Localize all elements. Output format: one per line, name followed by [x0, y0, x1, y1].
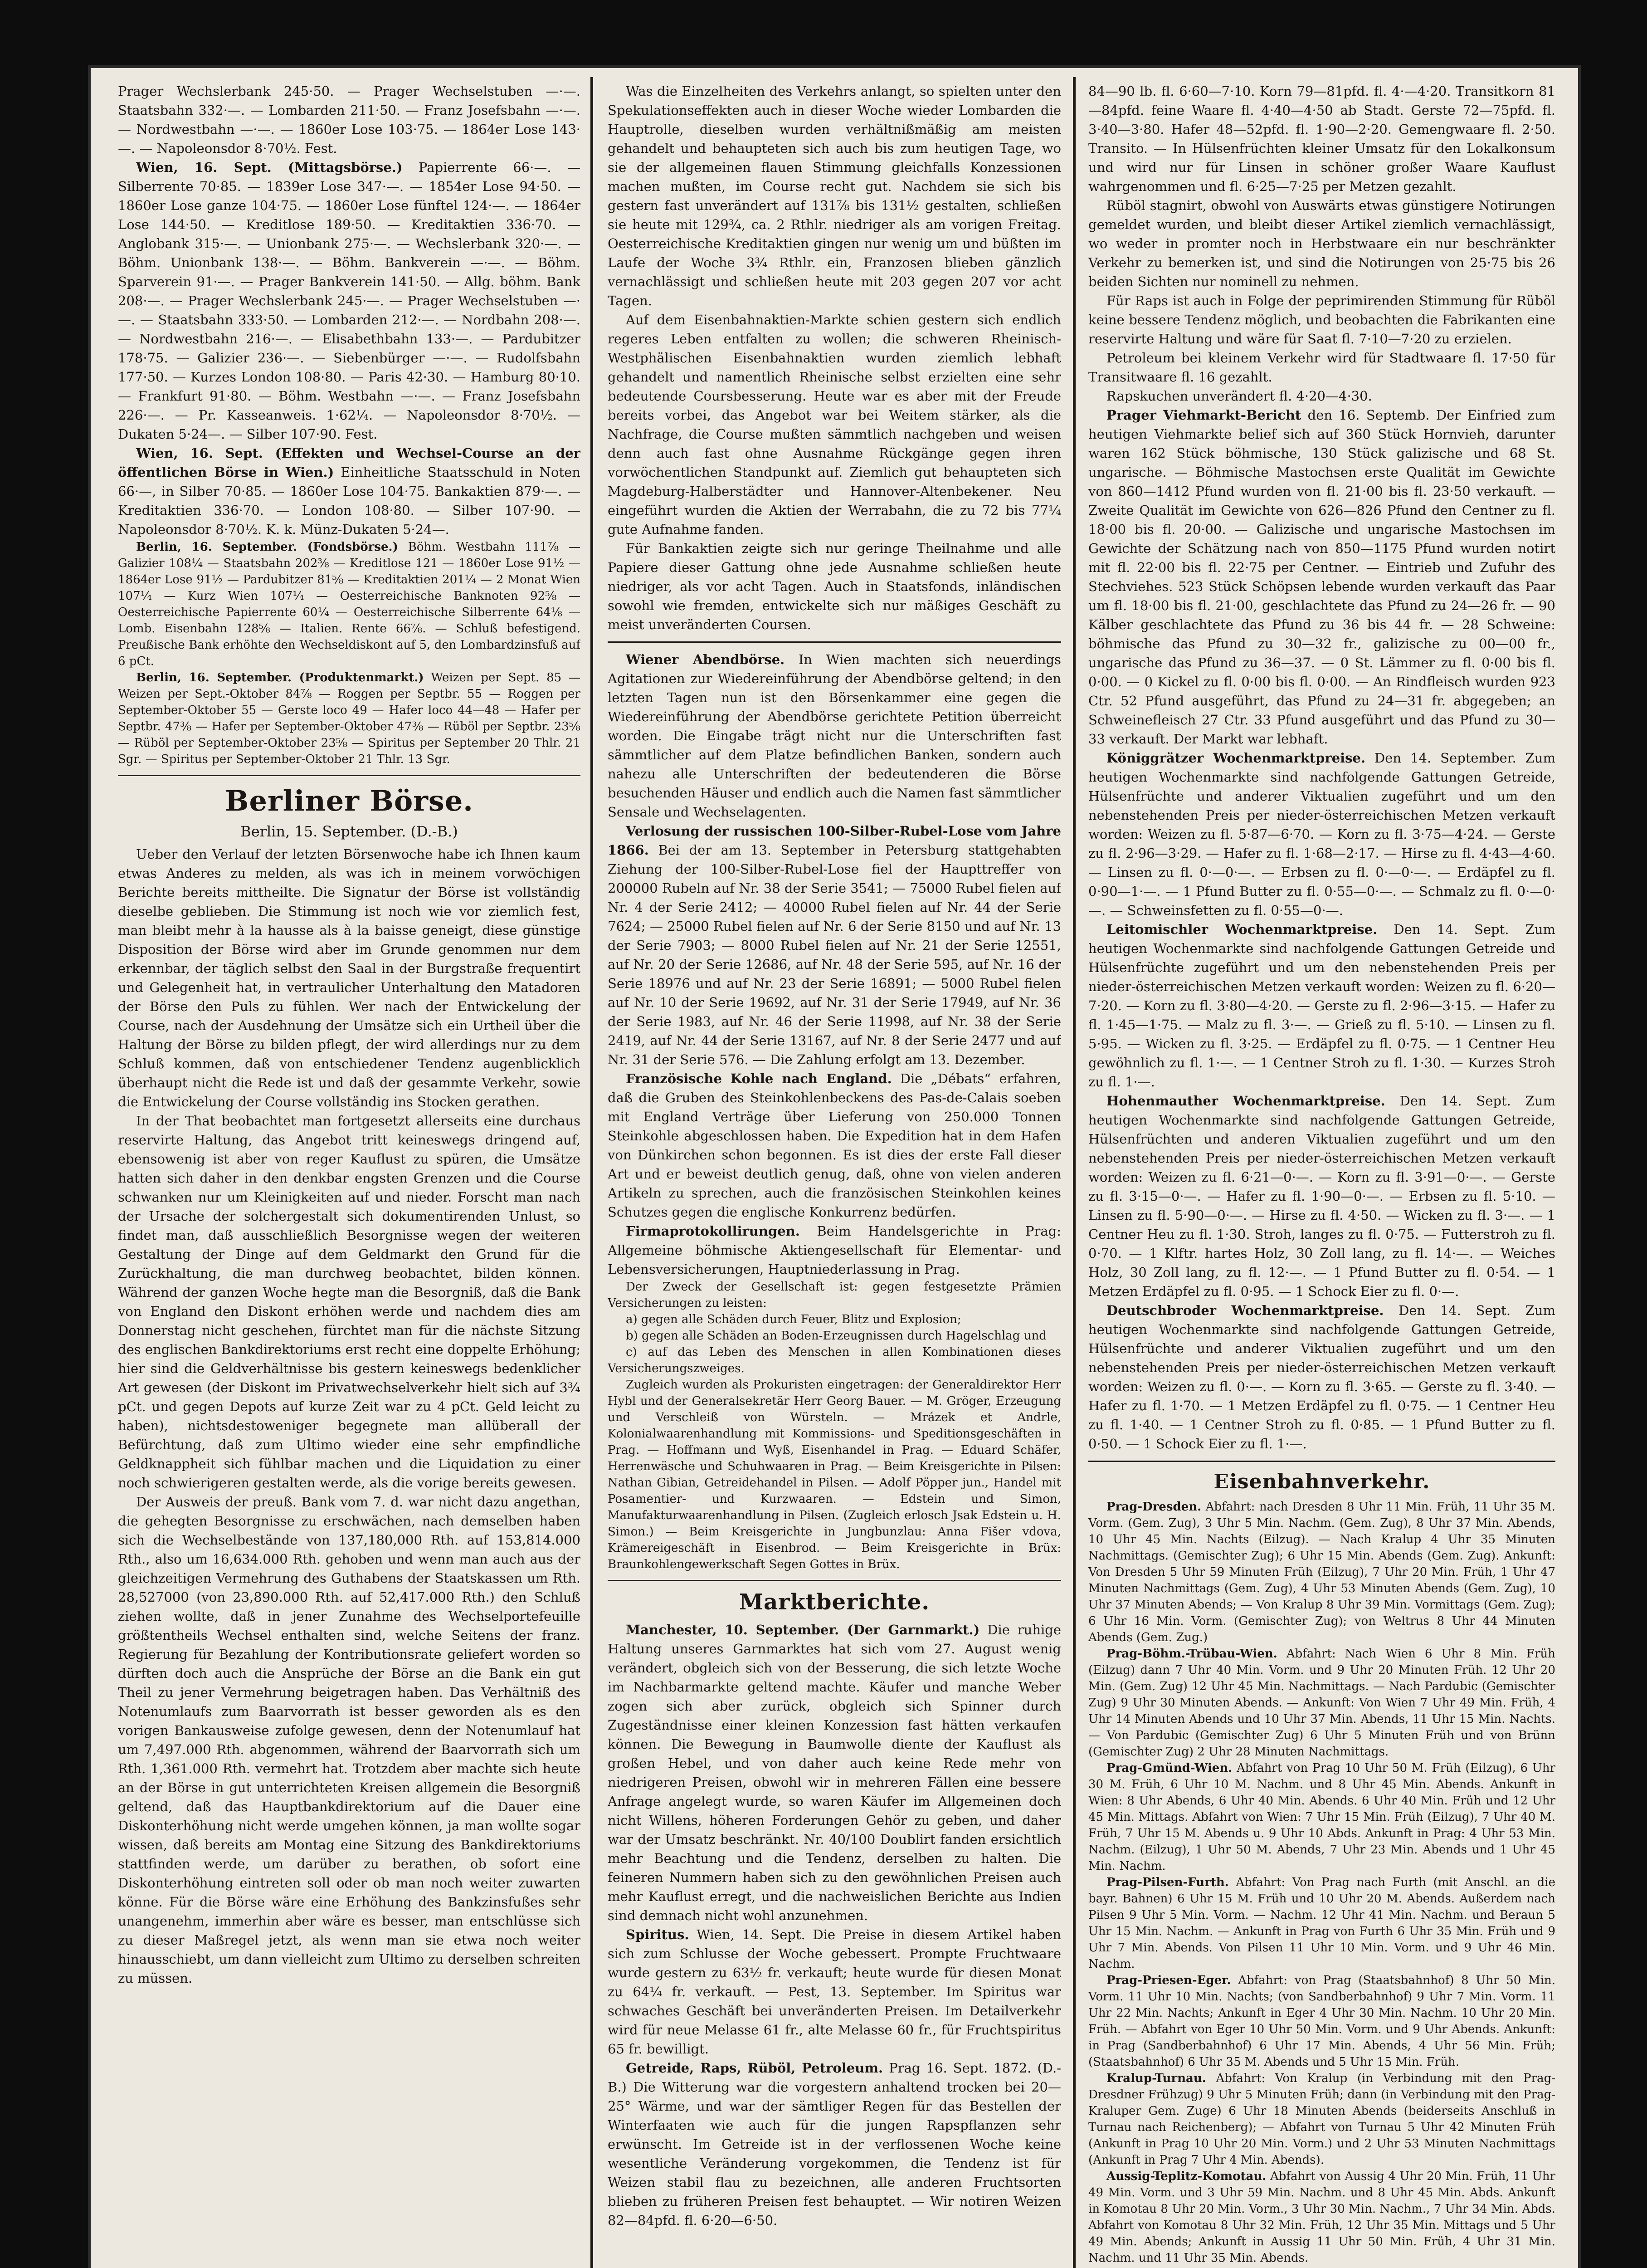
- divider: [608, 641, 1061, 643]
- column-rule-left: [590, 77, 593, 2268]
- cattle-market-report: [1088, 406, 1555, 748]
- berlin-fonds-report: [118, 539, 580, 670]
- coal-text: Die „Débats“ erfahren, daß die Gruben des Steinkohlenbeckens des Pas-de-Calais soeben mit England Verträge über Lieferung von 250.000 Tonnen Steinkohle abgeschlossen haben. Die Expedition hat in dem Hafen von Dünkirchen schon begonnen. Es ist dies der erste Fall dieser Art und er beweist deutlich genug, daß, ohne von vielen anderen Artikeln zu sprechen, auch die französischen Steinkohlen keines Schutzes gegen die englische Konkurrenz bedürfen.: [608, 1071, 1061, 1220]
- railway-schedules: [1088, 1499, 1555, 2268]
- grain-report: [608, 2058, 1061, 2230]
- vienna-exchange-heading: Wien, 16. Sept. (Effekten und Wechsel-Course an der öffentlichen Börse in Wien.): [118, 445, 580, 480]
- rapeseed-oil-text: Rüböl stagnirt, obwohl von Auswärts etwas günstigere Notirungen gemeldet wurden, und bleibt dieser Artikel ziemlich vernachlässigt, wo weder in promter noch in Herbstwaare ein nur beschränkter Verkehr zu bemerken ist, und sind die Notirungen von 25·75 bis 26 beiden Sichten nur nominell zu nehmen.: [1088, 198, 1555, 289]
- dateline: Berlin, 15. September. (D.-B.): [240, 823, 458, 840]
- grain-heading: Getreide, Raps, Rüböl, Petroleum.: [626, 2060, 883, 2076]
- lottery-text: Bei der am 13. September in Petersburg stattgehabten Ziehung der 100-Silber-Rubel-Lose fiel der Haupttreffer von 200000 Rubeln auf Nr. 38 der Serie 3541; — 75000 Rubel fielen auf Nr. 4 der Serie 2412; — 40000 Rubel fielen auf Nr. 44 der Serie 7624; — 25000 Rubel fielen auf Nr. 6 der Serie 8150 und auf Nr. 13 der Serie 7903; — 8000 Rubel fielen auf Nr. 21 der Serie 12551, auf Nr. 20 der Serie 12686, auf Nr. 48 der Serie 595, auf Nr. 16 der Serie 18976 und auf Nr. 23 der Serie 16891; — 5000 Rubel fielen auf Nr. 10 der Serie 19692, auf Nr. 31 der Serie 17949, auf Nr. 36 der Serie 1983, auf Nr. 46 der Serie 11998, auf Nr. 38 der Serie 2419, auf Nr. 44 der Serie 13167, auf Nr. 8 der Serie 2477 und auf Nr. 31 der Serie 576. — Die Zahlung erfolgt am 13. Dezember.: [608, 842, 1061, 1067]
- berlin-fonds-heading: Berlin, 16. September. (Fondsbörse.): [136, 540, 398, 554]
- railway-line-text: Abfahrt: Von Prag nach Furth (mit Anschl. an die bayr. Bahnen) 6 Uhr 15 M. Früh und 10 Uhr 20 M. Abends. Außerdem nach Pilsen 9 Uhr 5 Min. Vorm. — Nachm. 12 Uhr 41 Min. Nachm. und Beraun 5 Uhr 15 Min. Nachm. — Ankunft in Prag von Furth 6 Uhr 35 Min. Früh und 9 Uhr 7 Min. Abends. Von Pilsen 11 Uhr 10 Min. Vorm. und 9 Uhr 46 Min. Nachm.: [1088, 1876, 1555, 1971]
- railway-line-text: Abfahrt von Prag 10 Uhr 50 M. Früh (Eilzug), 6 Uhr 30 M. Früh, 6 Uhr 10 M. Nachm. und 8 Uhr 45 Min. Abends. Ankunft in Wien: 8 Uhr Abends, 6 Uhr 40 Min. Abends. 6 Uhr 40 Min. Früh und 12 Uhr 45 Min. Mittags. Abfahrt von Wien: 7 Uhr 15 Min. Früh (Eilzug), 7 Uhr 40 M. Früh, 7 Uhr 15 M. Abends u. 9 Uhr 10 Abds. Ankunft in Prag: 4 Uhr 53 Min. Nachm. (Eilzug), 1 Uhr 50 M. Abends, 7 Uhr 23 Min. Abends und 1 Uhr 45 Min. Nachm.: [1088, 1761, 1555, 1873]
- berlin-fonds-text: Böhm. Westbahn 111⅞ — Galizier 108¼ — Staatsbahn 202⅜ — Kreditlose 121 — 1860er Lose 91½ — 1864er Lose 91½ — Pardubitzer 81⅝ — Kreditaktien 201¼ — 2 Monat Wien 107¼ — Kurz Wien 107¼ — Oesterreichische Banknoten 92⅝ — Oesterreichische Papierrente 60¼ — Oesterreichische Silberrente 64⅛ — Lomb. Eisenbahn 128⅝ — Italien. Rente 66⅞. — Schluß befestigend. Preußische Bank erhöhte den Wechseldiskont auf 5, den Lombardzinsfuß auf 6 pCt.: [118, 540, 580, 668]
- divider: [1088, 1461, 1555, 1462]
- spirits-heading: Spiritus.: [626, 1927, 689, 1942]
- railway-line-text: Abfahrt: Nach Wien 6 Uhr 8 Min. Früh (Eilzug) dann 7 Uhr 40 Min. Vorm. und 9 Uhr 20 Minuten Früh. 12 Uhr 20 Min. (Gem. Zug) 12 Uhr 45 Min. Nachmittags. — Nach Pardubic (Gemischter Zug) 9 Uhr 30 Minuten Abends. — Ankunft: Von Wien 7 Uhr 49 Min. Früh, 4 Uhr 14 Minuten Abends und 10 Uhr 37 Min. Abends, 11 Uhr 15 Min. Nachts. — Von Pardubic (Gemischter Zug) 6 Uhr 5 Minuten Früh und von Brünn (Gemischter Zug) 2 Uhr 28 Minuten Nachmittags.: [1088, 1647, 1555, 1759]
- railway-schedule-entry: [1088, 1646, 1555, 1760]
- column-rule-right: [1073, 77, 1076, 2268]
- manchester-heading: Manchester, 10. September. (Der Garnmarkt.): [626, 1622, 980, 1637]
- vienna-exchange-text: Einheitliche Staatsschuld in Noten 66·—, in Silber 70·85. — 1860er Lose 104·75. Bankaktien 879·—. — Kreditaktien 336·70. — London 108·80. — Silber 107·90. — Napoleonsdor 8·70½. K. k. Münz-Dukaten 5·24—.: [118, 464, 580, 537]
- article-paragraph: In der That beobachtet man fortgesetzt allerseits eine durchaus reservirte Haltung, das Angebot tritt keineswegs dringend auf, ebensowenig ist aber von reger Kauflust zu spüren, die Umsätze hatten sich daher in den denkbar engsten Grenzen und die Course schwanken nur um Kleinigkeiten auf und nieder. Forscht man nach der Ursache der solchergestalt sich dokumentirenden Unlust, so findet man, daß ausschließlich Besorgnisse wegen der weiteren Gestaltung der Dinge auf dem Geldmarkt den Grund für die Zurückhaltung, die man durchweg beobachtet, bilden können. Während der ganzen Woche hegte man die Besorgniß, daß die Bank von England den Diskont erhöhen werde und nachdem dies am Donnerstag nicht geschehen, fürchtet man für die nächste Sitzung des englischen Bankdirektoriums erst recht eine doppelte Erhöhung; hier sind die Geldverhältnisse bis gestern keineswegs bedenklicher Art gewesen (der Diskont im Privatwechselverkehr hielt sich auf 3¾ pCt. und gegen Depots auf kurze Zeit war zu 4 pCt. Geld leicht zu haben), nichtsdestoweniger begegnete man allüberall der Befürchtung, daß zum Ultimo wieder eine sehr empfindliche Geldknappheit sich fühlbar machen und die Liquidation zu einer noch schwierigeren gestalten werde, als die vorige bereits gewesen.: [118, 1113, 580, 1491]
- grain-continued: 84—90 lb. fl. 6·60—7·10. Korn 79—81pfd. fl. 4·—4·20. Transitkorn 81—84pfd. feine Waare fl. 4·40—4·50 ab Stadt. Gerste 72—75pfd. fl. 3·40—3·80. Hafer 48—52pfd. fl. 1·90—2·20. Gemengwaare fl. 2·50. Transito. — In Hülsenfrüchten kleiner Umsatz für den Lokalkonsum und wird nur für Linsen in schöner großer Waare Kauflust wahrgenommen und fl. 6·25—7·25 per Metzen gezahlt.: [1088, 83, 1555, 194]
- railway-line-text: Abfahrt: von Prag (Staatsbahnhof) 8 Uhr 50 Min. Vorm. 11 Uhr 10 Min. Nachts; (von Sandberbahnhof) 9 Uhr 7 Min. Vorm. 11 Uhr 22 Min. Nachts; Ankunft in Eger 4 Uhr 30 Min. Nachm. 10 Uhr 20 Min. Früh. — Abfahrt von Eger 10 Uhr 50 Min. Vorm. und 9 Uhr Abends. Ankunft: in Prag (Sandberbahnhof) 6 Uhr 17 Min. Abends, 4 Uhr 56 Min. Früh; (Staatsbahnhof) 6 Uhr 35 M. Abends und 5 Uhr 15 Min. Früh.: [1088, 1974, 1555, 2069]
- article-paragraph: Der Ausweis der preuß. Bank vom 7. d. war nicht dazu angethan, die gehegten Besorgnisse zu erschwächen, nach demselben haben sich die Wechselbestände von 137,180,000 Rth. auf 153,814.000 Rth., also um 16,634.000 Rth. gehoben und wenn man auch aus der gleichzeitigen Vermehrung des Guthabens der Staatskassen um Rth. 28,527000 (von 23,890.000 Rth. auf 52,417.000 Rth.) den Schluß ziehen wollte, daß in jener Zunahme des Wechselportefeuille größtentheils Wechsel enthalten sind, welche Seitens der franz. Regierung für Bezahlung der Kontributionsrate geliefert worden so dürften doch auch die Ansprüche der Börse an die Bank ein gut Theil zu jener Vermehrung beigetragen haben. Das Verhältniß des Notenumlaufs zum Baarvorrath ist besser geworden als es den vorigen Bankausweise zufolge gewesen, denn der Notenumlauf hat um 7,497.000 Rth. abgenommen, während der Baarvorrath sich um Rth. 1,361.000 Rth. vermehrt hat. Trotzdem aber machte sich heute an der Börse in gut unterrichteten Kreisen allgemein die Besorgniß geltend, daß das Hauptbankdirektorium auf die Dauer eine Diskonterhöhung nicht werde umgehen können, ja man wollte sogar wissen, daß bereits am Montag eine Sitzung des Bankdirektoriums stattfinden werde, um darüber zu berathen, ob sofort eine Diskonterhöhung eintreten soll oder ob man noch weiter zuwarten könne. Für die Börse wäre eine Erhöhung des Bankzinsfußes sehr unangenehm, immerhin aber wäre es besser, man entschlüsse sich zu dieser Maßregel jetzt, als wenn man sie etwa noch weiter hinausschiebt, um dann vielleicht zum Ultimo zu derselben schreiten zu müssen.: [118, 1494, 580, 1986]
- railway-schedule-entry: [1088, 1874, 1555, 1972]
- railway-line-heading: Prag-Gmünd-Wien.: [1106, 1761, 1233, 1775]
- deutschbrod-text: Den 14. Sept. Zum heutigen Wochenmarkte sind nachfolgende Gattungen Getreide, Hülsenfrüchte und anderer Viktualien zugeführt und um den nebenstehenden Preis per nieder-österreichischen Metzen verkauft worden: Weizen zu fl. 0·—. — Korn zu fl. 3·65. — Gerste zu fl. 3·40. — Hafer zu fl. 1·70. — 1 Metzen Erdäpfel zu fl. 0·75. — 1 Centner Heu zu fl. 1·40. — 1 Centner Stroh zu fl. 0·85. — 1 Pfund Butter zu fl. 0·50. — 1 Schock Eier zu fl. 1·—.: [1088, 1303, 1555, 1452]
- spirits-report: [608, 1925, 1061, 2058]
- vienna-midday-report: [118, 158, 580, 444]
- vienna-midday-text: Papierrente 66·—. — Silberrente 70·85. — 1839er Lose 347·—. — 1854er Lose 94·50. — 1860er Lose ganze 104·75. — 1860er Lose fünftel 124·—. — 1864er Lose 144·50. — Kreditlose 189·50. — Kreditaktien 336·70. — Anglobank 315·—. — Unionbank 275·—. — Wechslerbank 320·—. — Böhm. Unionbank 138·—. — Böhm. Bankverein —·—. — Böhm. Sparverein 91·—. — Prager Bankverein 141·50. — Allg. böhm. Bank 208·—. — Prager Wechslerbank 245·—. — Prager Wechselstuben —·—. — Staatsbahn 333·50. — Lombarden 212·—. — Nordbahn 208·—. — Nordwestbahn 216·—. — Elisabethbahn 133·—. — Pardubitzer 178·75. — Galizier 236·—. — Siebenbürger —·—. — Rudolfsbahn 177·50. — Kurzes London 108·80. — Paris 42·30. — Hamburg 80·10. — Frankfurt 91·80. — Böhm. Westbahn —·—. — Franz Josefsbahn 226·—. — Pr. Kasseanweis. 1·62¼. — Napoleonsdor 8·70½. — Dukaten 5·24—. — Silber 107·90. Fest.: [118, 160, 580, 442]
- vienna-evening-text: In Wien machten sich neuerdings Agitationen zur Wiedereinführung der Abendbörse geltend; in den letzten Tagen nun ist den Börsenkammer eine gegen die Wiedereinführung der Abendbörse gerichtete Petition überreicht worden. Die Eingabe trägt nicht nur die Unterschriften fast sämmtlicher auf dem Platze befindlichen Banken, sondern auch nahezu alle Unterschriften der bedeutenderen die Börse besuchenden Häuser und endlich auch die Namen fast sämmtlicher Sensale und Wechselagenten.: [608, 652, 1061, 820]
- deutschbrod-heading: Deutschbroder Wochenmarktpreise.: [1106, 1303, 1384, 1318]
- firm-list-item: c) auf das Leben des Menschen in allen Kombinationen dieses Versicherungszweiges.: [608, 1345, 1061, 1375]
- manchester-text: Die ruhige Haltung unseres Garnmarktes hat sich vom 27. August wenig verändert, obgleich sich von der Besserung, die sich letzte Woche im Nachbarmarkte geltend machte. Käufer und manche Weber zogen sich aber zurück, obgleich sich Spinner durch Zugeständnisse einer kleinen Konzession fast hätten verkaufen können. Die Bewegung in Baumwolle diente der Kauflust als großen Hebel, und von daher auch keine Rede mehr von niedrigeren Preisen, obwohl wir in mehreren Fällen eine bessere Anfrage angelegt wurde, so waren Käufer im Allgemeinen doch nicht Willens, höheren Forderungen Gehör zu geben, und daher war der Umsatz beschränkt. Nr. 40/100 Doublirt fanden ersichtlich mehr Beachtung und die Tendenz, derselben zu halten. Die feineren Nummern haben sich zu den gewöhnlichen Preisen auch mehr Kauflust erregt, und die nachweislichen Berichte aus Indien sind demnach nicht wohl anzunehmen.: [608, 1622, 1061, 1923]
- railway-schedule-entry: [1088, 2266, 1555, 2268]
- hohenmauth-prices: [1088, 1091, 1555, 1301]
- koeniggraetz-text: Den 14. September. Zum heutigen Wochenmarkte sind nachfolgende Gattungen Getreide, Hülsenfrüchte und anderer Viktualien zugeführt und um den nebenstehenden Preis per nieder-österreichischen Metzen verkauft worden: Weizen zu fl. 5·87—6·70. — Korn zu fl. 3·75—4·24. — Gerste zu fl. 2·96—3·29. — Hafer zu fl. 1·68—2·17. — Hirse zu fl. 4·43—4·60. — Linsen zu fl. 0·—0·—. — Erbsen zu fl. 0·—0·—. — Erdäpfel zu fl. 0·90—1·—. — 1 Pfund Butter zu fl. 0·55—0·—. — Schmalz zu fl. 0·—0·—. — Schweinsfetten zu fl. 0·55—0·—.: [1088, 750, 1555, 918]
- section-title-marktberichte: Marktberichte.: [739, 1589, 930, 1615]
- rapeseed-text: Für Raps ist auch in Folge der peprimirenden Stimmung für Rüböl keine bessere Tendenz möglich, und beobachten die Fabrikanten eine reservirte Haltung und wäre für Saat fl. 7·10—7·20 zu erzielen.: [1088, 293, 1555, 347]
- firm-list-item: b) gegen alle Schäden an Boden-Erzeugnissen durch Hagelschlag und: [626, 1329, 1047, 1343]
- railway-line-heading: Prag-Pilsen-Furth.: [1106, 1876, 1229, 1889]
- article-paragraph: Was die Einzelheiten des Verkehrs anlangt, so spielten unter den Spekulationseffekten auch in dieser Woche wieder Lombarden die Hauptrolle, dieselben wurden verhältnißmäßig am meisten gehandelt und behaupteten sich auch bis zum heutigen Tage, wo sie der allgemeinen flauen Stimmung gleichfalls Konzessionen machen mußten, im Course recht gut. Nachdem sie sich bis gestern fast unverändert auf 131⅞ bis 131½ gestalten, schließen sie heute mit 129¾, ca. 2 Rthlr. niedriger als am vorigen Freitag. Oesterreichische Kreditaktien gingen nur wenig um und büßten im Laufe der Woche 3¾ Rthlr. ein, Franzosen blieben gänzlich vernachlässigt und schließen heute mit 203 gegen 207 vor acht Tagen.: [608, 83, 1061, 308]
- vienna-evening-heading: Wiener Abendbörse.: [626, 652, 785, 667]
- railway-schedule-entry: [1088, 1972, 1555, 2070]
- lottery-draw: [608, 821, 1061, 1069]
- hohenmauth-heading: Hohenmauther Wochenmarktpreise.: [1106, 1093, 1385, 1109]
- cattle-market-heading: Prager Viehmarkt-Bericht: [1106, 407, 1301, 423]
- vienna-midday-heading: Wien, 16. Sept. (Mittagsbörse.): [136, 160, 403, 175]
- railway-line-heading: Prag-Priesen-Eger.: [1106, 1974, 1231, 1987]
- cattle-market-text: den 16. Septemb. Der Einfried zum heutigen Viehmarkte belief sich auf 360 Stück Hornvieh, darunter waren 162 Stück böhmische, 130 Stück galizische und 68 St. ungarische. — Böhmische Mastochsen erste Qualität im Gewichte von 860—1412 Pfund wurden von fl. 21·00 bis fl. 23·50 verkauft. — Zweite Qualität im Gewichte von 626—826 Pfund den Centner zu fl. 18·00 bis fl. 20·00. — Galizische und ungarische Mastochsen im Gewichte der Schätzung nach von 850—1175 Pfund wurden notirt mit fl. 22·00 bis fl. 22·75 per Centner. — Eintrieb und Zufuhr des Stechviehes. 523 Stück Schöpsen lebende wurden verkauft das Paar um fl. 18·00 bis fl. 21·00, geschlachtete das Pfund zu 24—26 fr. — 90 Kälber geschlachtete das Pfund zu 36 bis 44 fr. — 28 Schweine: böhmische das Pfund zu 30—32 fr., galizische zu 00—00 fr., ungarische das Pfund zu 36—37. — 0 St. Lämmer zu fl. 0·00 bis fl. 0·00. — 0 Kickel zu fl. 0·00 bis fl. 0·00. — An Rindfleisch wurden 923 Ctr. 52 Pfund ausgeführt, das Pfund zu 24—31 fr. abgegeben; an Schweinefleisch 27 Ctr. 33 Pfund ausgeführt und das Pfund zu 30—33 verkauft. Der Markt war lebhaft.: [1088, 407, 1555, 747]
- berlin-produce-text: Weizen per Sept. 85 — Weizen per Sept.-Oktober 84⅞ — Roggen per Septbr. 55 — Roggen per September-Oktober 55 — Gerste loco 49 — Hafer loco 44—48 — Hafer per Septbr. 47⅜ — Hafer per September-Oktober 47⅜ — Rüböl per Septbr. 23⅝ — Rüböl per September-Oktober 23⅝ — Spiritus per September 20 Thlr. 21 Sgr. — Spiritus per September-Oktober 21 Thlr. 13 Sgr.: [118, 671, 580, 766]
- firm-heading: Firmaprotokollirungen.: [626, 1223, 800, 1239]
- firm-text: Beim Handelsgerichte in Prag: Allgemeine böhmische Aktiengesellschaft für Elementar- und Lebensversicherungen, Hauptniederlassung in Prag.: [608, 1223, 1061, 1277]
- divider: [118, 775, 580, 776]
- rapeseed-cake-text: Rapskuchen unverändert fl. 4·20—4·30.: [1106, 388, 1372, 404]
- leitomischl-heading: Leitomischler Wochenmarktpreise.: [1106, 922, 1378, 937]
- firm-registrations-more: Zugleich wurden als Prokuristen eingetragen: der Generaldirektor Herr Hybl und der Generalsekretär Herr Georg Bauer. — M. Gröger, Erzeugung und Verschleiß von Würsteln. — Mrázek et Andrle, Kolonialwaarenhandlung mit Kommissions- und Speditionsgeschäften in Prag. — Hoffmann und Wyß, Eisenhandel in Prag. — Eduard Schäfer, Herrenwäsche und Schuhwaaren in Prag. — Beim Kreisgerichte in Pilsen: Nathan Gibian, Getreidehandel in Pilsen. — Adolf Pöpper jun., Handel mit Posamentier- und Kurzwaaren. — Edstein und Simon, Manufakturwaarenhandlung in Pilsen. (Zugleich erlosch Jsak Edstein u. H. Simon.) — Beim Kreisgerichte in Jungbunzlau: Anna Fišer vdova, Krämereigeschäft in Eisenbrod. — Beim Kreisgerichte in Brüx: Braunkohlengewerkschaft Segen Gottes in Brüx.: [608, 1378, 1061, 1571]
- petroleum-text: Petroleum bei kleinem Verkehr wird für Stadtwaare fl. 17·50 für Transitwaare fl. 16 gezahlt.: [1088, 350, 1555, 385]
- deutschbrod-prices: [1088, 1301, 1555, 1453]
- railway-line-heading: Kralup-Turnau.: [1106, 2072, 1206, 2085]
- spirits-text: Wien, 14. Sept. Die Preise in diesem Artikel haben sich zum Schlusse der Woche gebessert. Prompte Fruchtwaare wurde gestern zu 63½ fr. verkauft; heute wurde für diesen Monat zu 64¼ fr. verkauft. — Pest, 13. September. Im Spiritus war schwaches Geschäft bei unveränderten Preisen. Im Detailverkehr wird für neue Melasse 61 fr., alte Melasse 60 fr., für Fruchtspiritus 65 fr. bewilligt.: [608, 1927, 1061, 2057]
- article-paragraph: Auf dem Eisenbahnaktien-Markte schien gestern sich endlich regeres Leben entfalten zu wollen; die schweren Rheinisch-Westphälischen Eisenbahnaktien wurden ziemlich lebhaft gehandelt und namentlich Rheinische selbst erzielten eine sehr bedeutende Coursbesserung. Heute war es aber mit der Freude bereits vorbei, das Angebot war bei Weitem stärker, als die Nachfrage, die Course mußten sämmtlich nachgeben und weisen denn auch fast ohne Ausnahme Rückgänge gegen ihren vorwöchentlichen Standpunkt auf. Ziemlich gut behaupteten sich Magdeburg-Halberstädter und Hannover-Altenbekener. Neu eingeführt wurden die Aktien der Werrabahn, die zu 72 bis 77¼ gute Aufnahme fanden.: [608, 312, 1061, 537]
- manchester-report: [608, 1620, 1061, 1925]
- railway-line-text: Abfahrt von Aussig 4 Uhr 20 Min. Früh, 11 Uhr 49 Min. Vorm. und 3 Uhr 59 Min. Nachm. und 8 Uhr 45 Min. Abds. Ankunft in Komotau 8 Uhr 20 Min. Vorm., 3 Uhr 30 Min. Nachm., 7 Uhr 34 Min. Abds. Abfahrt von Komotau 8 Uhr 32 Min. Früh, 12 Uhr 35 Min. Mittags und 5 Uhr 49 Min. Abends; Ankunft in Aussig 11 Uhr 50 Min. Früh, 4 Uhr 31 Min. Nachm. und 11 Uhr 35 Min. Abends.: [1088, 2170, 1555, 2265]
- vienna-exchange-report: [118, 444, 580, 539]
- section-title-berliner-boerse: Berliner Börse.: [225, 784, 473, 817]
- grain-text: Prag 16. Sept. 1872. (D.-B.) Die Witterung war die vorgestern anhaltend trocken bei 20—25° Wärme, und war der sämtliger Regen für das Bestellen der Winterfaaten wie auch für die jungen Rapspflanzen sehr erwünscht. Im Getreide ist in der verflossenen Woche keine wesentliche Veränderung vorgekommen, die Tendenz ist für Weizen stabil flau zu bezeichnen, alle anderen Fruchtsorten blieben zu früheren Preisen fest behauptet. — Wir notiren Weizen 82—84pfd. fl. 6·20—6·50.: [608, 2060, 1061, 2228]
- coal-heading: Französische Kohle nach England.: [626, 1071, 892, 1086]
- newspaper-page: [91, 68, 1578, 2268]
- vienna-evening-exchange: [608, 650, 1061, 821]
- berlin-produce-report: [118, 670, 580, 767]
- column-2: [608, 82, 1061, 2268]
- column-3: [1088, 82, 1555, 2268]
- berlin-produce-heading: Berlin, 16. September. (Produktenmarkt.): [136, 671, 424, 684]
- railway-schedule-entry: [1088, 1499, 1555, 1646]
- koeniggraetz-prices: [1088, 748, 1555, 920]
- railway-schedule-entry: [1088, 2070, 1555, 2168]
- railway-schedule-entry: [1088, 1760, 1555, 1874]
- hohenmauth-text: Den 14. Sept. Zum heutigen Wochenmarkte sind nachfolgende Gattungen Getreide, Hülsenfrüchten und anderen Viktualien zugeführt und um den nebenstehenden Preis per nieder-österreichischen Metzen verkauft worden: Weizen zu fl. 6·21—0·—. — Korn zu fl. 3·91—0·—. — Gerste zu fl. 3·15—0·—. — Hafer zu fl. 1·90—0·—. — Erbsen zu fl. 5·10. — Linsen zu fl. 5·90—0·—. — Hirse zu fl. 4·50. — Wicken zu fl. 3·—. — 1 Centner Heu zu fl. 1·30. Stroh, langes zu fl. 0·75. — Futterstroh zu fl. 0·70. — 1 Klftr. hartes Holz, 30 Zoll lang, zu fl. 14·—. — Weiches Holz, 30 Zoll lang, zu fl. 12·—. — 1 Pfund Butter zu fl. 0·54. — 1 Metzen Erdäpfel zu fl. 0·95. — 1 Schock Eier zu fl. 0·—.: [1088, 1093, 1555, 1299]
- firm-list-item: Der Zweck der Gesellschaft ist: gegen festgesetzte Prämien Versicherungen zu leisten:: [608, 1280, 1061, 1310]
- firm-list-item: a) gegen alle Schäden durch Feuer, Blitz und Explosion;: [626, 1313, 961, 1326]
- railway-schedule-entry: [1088, 2168, 1555, 2266]
- section-title-eisenbahnverkehr: Eisenbahnverkehr.: [1213, 1470, 1430, 1493]
- divider: [608, 1580, 1061, 1581]
- railway-line-heading: Prag-Dresden.: [1106, 1500, 1202, 1514]
- prague-bank-quotes: Prager Wechslerbank 245·50. — Prager Wechselstuben —·—. Staatsbahn 332·—. — Lombarden 211·50. — Franz Josefsbahn —·—. — Nordwestbahn —·—. — 1860er Lose 103·75. — 1864er Lose 143·—. — Napoleonsdor 8·70½. Fest.: [118, 83, 580, 156]
- article-paragraph: Für Bankaktien zeigte sich nur geringe Theilnahme und alle Papiere dieser Gattung ohne jede Ausnahme schließen heute niedriger, als vor acht Tagen. Auch in Staatsfonds, inländischen sowohl wie fremden, entwickelte sich nur mäßiges Geschäft zu meist unveränderten Coursen.: [608, 541, 1061, 632]
- railway-line-heading: Aussig-Teplitz-Komotau.: [1106, 2170, 1267, 2183]
- article-paragraph: Ueber den Verlauf der letzten Börsenwoche habe ich Ihnen kaum etwas Anderes zu melden, als was ich in meinem vorwöchigen Berichte bereits mittheilte. Die Signatur der Börse ist vollständig dieselbe geblieben. Die Stimmung ist noch wie vor ziemlich fest, man bleibt mehr à la hausse als à la baisse geneigt, diese günstige Disposition der Börse wird aber im Grunde genommen nur dem erkennbar, der täglich selbst den Saal in der Burgstraße frequentirt und Gelegenheit hat, in vertraulicher Unterhaltung den Matadoren der Börse den Puls zu fühlen. Wer nach der Entwickelung der Course, nach der Ausdehnung der Umsätze sich ein Urtheil über die Haltung der Börse zu bilden pflegt, der wird allerdings nur zu dem Schluß kommen, daß von entschiedener Tendenz augenblicklich überhaupt nicht die Rede ist und daß der gesammte Verkehr, sowie die Entwickelung der Course vollständig ins Stocken gerathen.: [118, 846, 580, 1110]
- koeniggraetz-heading: Königgrätzer Wochenmarktpreise.: [1106, 750, 1366, 766]
- railway-line-text: Abfahrt: Von Kralup (in Verbindung mit den Prag-Dresdner Frühzug) 9 Uhr 5 Minuten Früh; dann (in Verbindung mit den Prag-Kraluper Gem. Zuge) 6 Uhr 18 Minuten Abends (beiderseits Anschluß in Turnau nach Reichenberg); — Abfahrt von Turnau 5 Uhr 42 Minuten Früh (Ankunft in Prag 10 Uhr 20 Min. Vorm.) und 2 Uhr 53 Minuten Nachmittags (Ankunft in Prag 7 Uhr 4 Min. Abends).: [1088, 2072, 1555, 2167]
- firm-registrations: [608, 1222, 1061, 1279]
- leitomischl-text: Den 14. Sept. Zum heutigen Wochenmarkte sind nachfolgende Gattungen Getreide und Hülsenfrüchte zugeführt und um den nebenstehenden Preis per nieder-österreichischen Metzen verkauft worden: Weizen zu fl. 6·20—7·20. — Korn zu fl. 3·80—4·20. — Gerste zu fl. 2·96—3·15. — Hafer zu fl. 1·45—1·75. — Malz zu fl. 3·—. — Grieß zu fl. 5·10. — Linsen zu fl. 5·95. — Wicken zu fl. 3·25. — Erdäpfel zu fl. 0·75. — 1 Centner Heu gewöhnlich zu fl. 1·—. — 1 Centner Stroh zu fl. 1·30. — Kurzes Stroh zu fl. 1·—.: [1088, 922, 1555, 1090]
- leitomischl-prices: [1088, 920, 1555, 1091]
- lottery-heading: Verlosung der russischen 100-Silber-Rubel-Lose vom Jahre 1866.: [608, 823, 1061, 858]
- coal-article: [608, 1069, 1061, 1222]
- column-1: [118, 82, 580, 2268]
- railway-line-text: Abfahrt: nach Dresden 8 Uhr 11 Min. Früh, 11 Uhr 35 M. Vorm. (Gem. Zug), 3 Uhr 5 Min. Nachm. (Gem. Zug), 8 Uhr 37 Min. Abends, 10 Uhr 45 Min. Nachts (Eilzug). — Nach Kralup 4 Uhr 35 Minuten Nachmittags. (Gemischter Zug); 6 Uhr 15 Min. Abends (Gem. Zug). Ankunft: Von Dresden 5 Uhr 59 Minuten Früh (Eilzug), 7 Uhr 20 Min. Früh, 1 Uhr 47 Minuten Nachmittags (Gem. Zug), 4 Uhr 53 Minuten Abends (Gem. Zug), 10 Uhr 37 Minuten Abends; — Von Kralup 8 Uhr 39 Min. Vormittags (Gem. Zug); 6 Uhr 16 Min. Vorm. (Gemischter Zug); von Weltrus 8 Uhr 44 Minuten Abends (Gem. Zug.): [1088, 1500, 1555, 1644]
- railway-line-heading: Prag-Böhm.-Trübau-Wien.: [1106, 1647, 1277, 1661]
